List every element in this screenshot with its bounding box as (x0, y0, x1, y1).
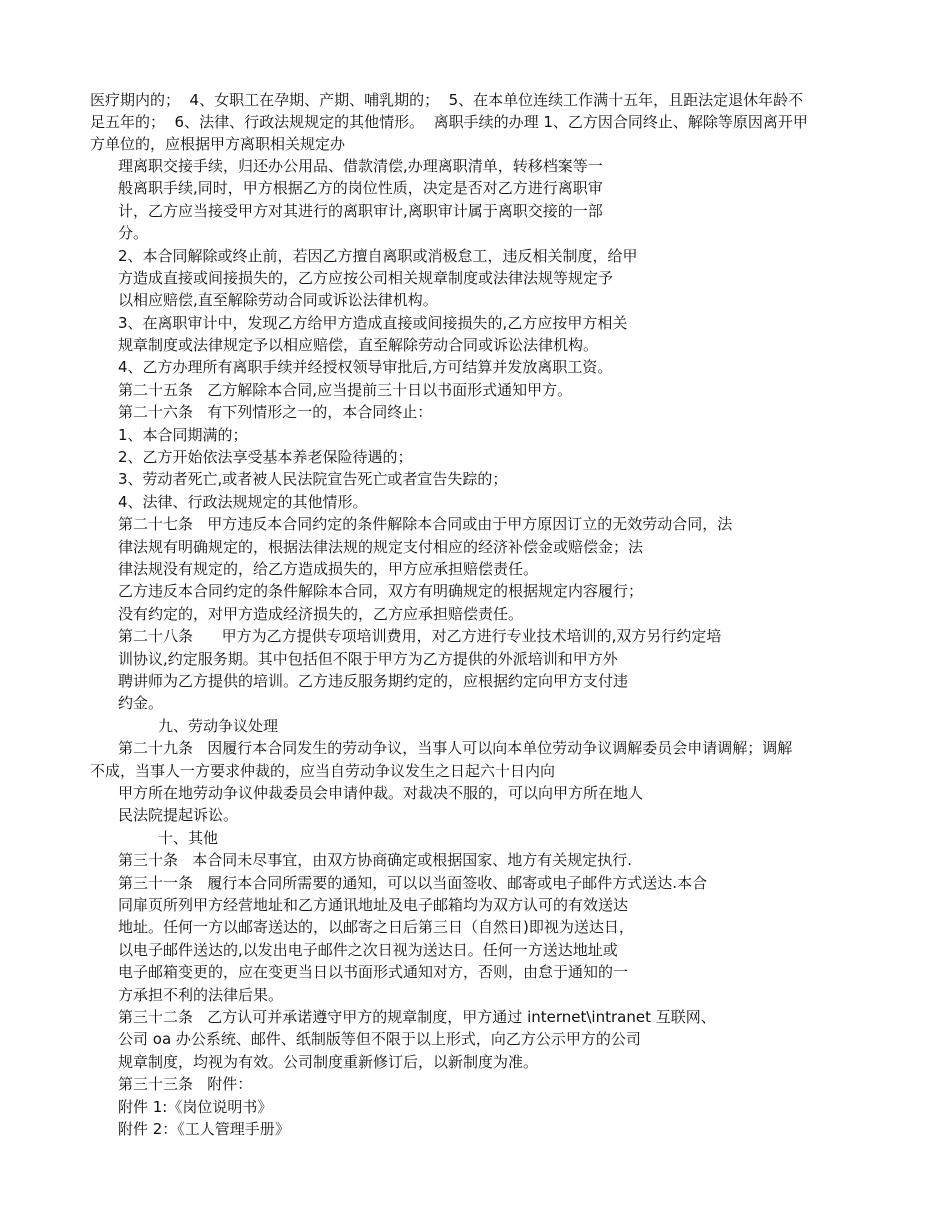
text-line: 第二十九条 因履行本合同发生的劳动争议，当事人可以向本单位劳动争议调解委员会申请调解；调解 (118, 739, 793, 757)
section-heading: 九、劳动争议处理 (158, 717, 279, 735)
text-line: 计，乙方应当接受甲方对其进行的离职审计,离职审计属于离职交接的一部 (118, 202, 603, 220)
text-line: 规章制度或法律规定予以相应赔偿，直至解除劳动合同或诉讼法律机构。 (118, 336, 599, 354)
text-line: 民法院提起诉讼。 (118, 806, 239, 824)
text-line: 第三十三条 附件： (118, 1075, 253, 1093)
text-line: 4、乙方办理所有离职手续并经授权领导审批后,方可结算并发放离职工资。 (118, 358, 613, 376)
text-line: 第三十一条 履行本合同所需要的通知，可以以当面签收、邮寄或电子邮件方式送达.本合 (118, 874, 708, 892)
text-line: 乙方违反本合同约定的条件解除本合同，双方有明确规定的根据规定内容履行； (118, 582, 644, 600)
text-line: 理离职交接手续，归还办公用品、借款清偿,办理离职清单，转移档案等一 (118, 157, 603, 175)
text-line: 1、本合同期满的； (118, 426, 248, 444)
text-line: 规章制度，均视为有效。公司制度重新修订后，以新制度为准。 (118, 1053, 539, 1071)
text-line: 不成，当事人一方要求仲裁的，应当自劳动争议发生之日起六十日内向 (90, 762, 556, 780)
text-line: 方单位的，应根据甲方离职相关规定办 (90, 135, 346, 153)
text-line: 3、劳动者死亡,或者被人民法院宣告死亡或者宣告失踪的； (118, 470, 508, 488)
text-line: 训协议,约定服务期。其中包括但不限于甲方为乙方提供的外派培训和甲方外 (118, 650, 618, 668)
section-heading: 十、其他 (158, 829, 219, 847)
text-line: 附件 2：《工人管理手册》 (118, 1120, 290, 1138)
text-line: 方承担不利的法律后果。 (118, 986, 284, 1004)
text-line: 甲方所在地劳动争议仲裁委员会申请仲裁。对裁决不服的，可以向甲方所在地人 (118, 784, 644, 802)
text-line: 约金。 (118, 694, 164, 712)
text-line: 第二十八条 甲方为乙方提供专项培训费用，对乙方进行专业技术培训的,双方另行约定培 (118, 627, 722, 645)
text-line: 第二十六条 有下列情形之一的，本合同终止： (118, 403, 433, 421)
text-line: 第三十条 本合同未尽事宜，由双方协商确定或根据国家、地方有关规定执行. (118, 851, 633, 869)
text-line: 同扉页所列甲方经营地址和乙方通讯地址及电子邮箱均为双方认可的有效送达 (118, 896, 629, 914)
text-line: 附件 1:《岗位说明书》 (118, 1098, 273, 1116)
text-line: 电子邮箱变更的，应在变更当日以书面形式通知对方，否则，由怠于通知的一 (118, 963, 629, 981)
text-line: 4、法律、行政法规规定的其他情形。 (118, 493, 368, 511)
text-line: 以电子邮件送达的,以发出电子邮件之次日视为送达日。任何一方送达地址或 (118, 941, 618, 959)
text-line: 律法规有明确规定的，根据法律法规的规定支付相应的经济补偿金或赔偿金；法 (118, 538, 644, 556)
text-line: 律法规没有规定的，给乙方造成损失的，甲方应承担赔偿责任。 (118, 560, 539, 578)
text-line: 地址。任何一方以邮寄送达的，以邮寄之日后第三日（自然日)即视为送达日， (118, 918, 634, 936)
text-line: 公司 oa 办公系统、邮件、纸制版等但不限于以上形式，向乙方公示甲方的公司 (118, 1030, 641, 1048)
text-line: 2、本合同解除或终止前，若因乙方擅自离职或消极怠工，违反相关制度，给甲 (118, 247, 638, 265)
text-line: 医疗期内的； 4、女职工在孕期、产期、哺乳期的； 5、在本单位连续工作满十五年，且距法定退休年龄不 (90, 91, 804, 109)
text-line: 3、在离职审计中，发现乙方给甲方造成直接或间接损失的,乙方应按甲方相关 (118, 314, 628, 332)
text-line: 没有约定的，对甲方造成经济损失的，乙方应承担赔偿责任。 (118, 605, 524, 623)
text-line: 2、乙方开始依法享受基本养老保险待遇的； (118, 448, 413, 466)
text-line: 以相应赔偿,直至解除劳动合同或诉讼法律机构。 (118, 291, 438, 309)
text-line: 聘讲师为乙方提供的培训。乙方违反服务期约定的，应根据约定向甲方支付违 (118, 672, 629, 690)
text-line: 分。 (118, 224, 149, 242)
text-line: 第二十七条 甲方违反本合同约定的条件解除本合同或由于甲方原因订立的无效劳动合同，法 (118, 515, 733, 533)
text-line: 方造成直接或间接损失的，乙方应按公司相关规章制度或法律法规等规定予 (118, 269, 614, 287)
text-line: 第三十二条 乙方认可并承诺遵守甲方的规章制度，甲方通过 internet\intranet 互联网、 (118, 1008, 716, 1026)
text-line: 足五年的； 6、法律、行政法规规定的其他情形。 离职手续的办理 1、乙方因合同终止、解除等原因离开甲 (90, 113, 808, 131)
text-line: 般离职手续,同时，甲方根据乙方的岗位性质，决定是否对乙方进行离职审 (118, 179, 603, 197)
text-line: 第二十五条 乙方解除本合同,应当提前三十日以书面形式通知甲方。 (118, 381, 573, 399)
